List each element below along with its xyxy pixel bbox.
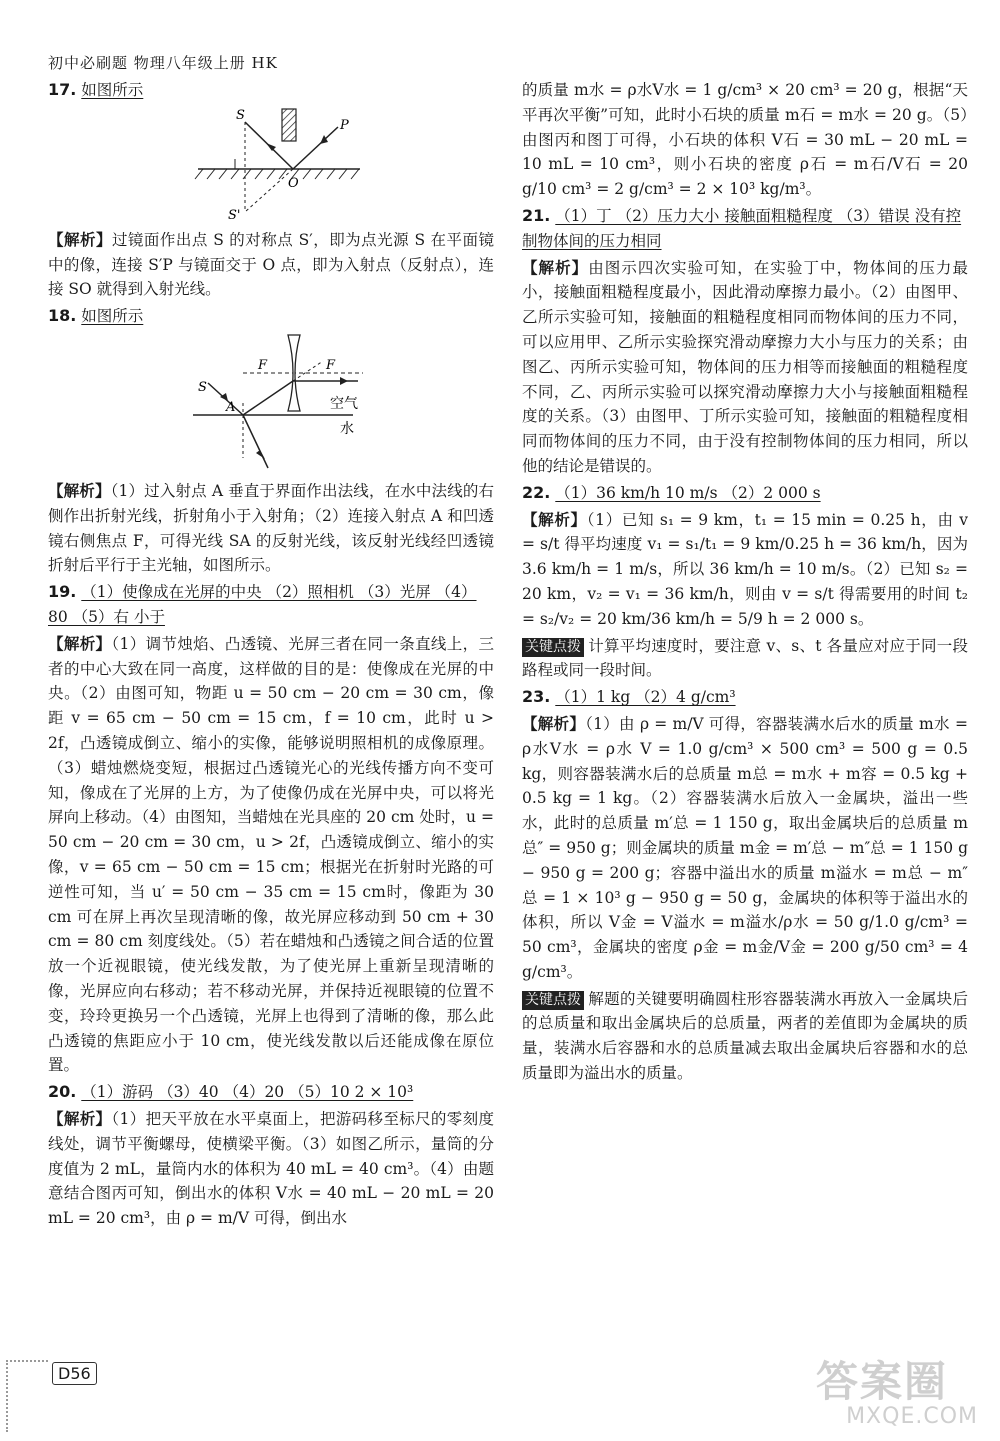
analysis-text: （1）已知 s₁ = 9 km，t₁ = 15 min = 0.25 h，由 v = s/t 得平均速度 v₁ = s₁/t₁ = 9 km/0.25 h = 36 km/h，因为 3.6 km/h = 1 m/s，所以 36 km/h = 10 m/s。（2）已知 s₂ = 20 km，v₂ = v₁ = 36 km/h，则由 v = s/t 得需要用的时间 t₂ = s₂/v₂ = 20 km/36 km/h = 5/9 h = 2 000 s。 [522,510,968,628]
label-air: 空气 [330,395,358,412]
page-number: D56 [52,1362,97,1385]
label-f-right: F [326,357,336,373]
question-number: 21. [522,205,551,225]
answer: （1）使像成在光屏的中央 （2）照相机 （3）光屏 （4）80 （5）右 小于 [48,583,477,626]
explanation-20 [48,1107,494,1231]
right-column [522,78,968,1088]
watermark [788,1349,978,1429]
page-header: 初中必刷题 物理八年级上册 HK [48,54,278,72]
analysis-text: （1）由 ρ = m/V 可得，容器装满水后水的质量 m水 = ρ水V水 = ρ水 V = 1.0 g/cm³ × 500 cm³ = 500 g = 0.5 kg，则容器装满水后的总质量 m总 = m水 + m容 = 0.5 kg + 0.5 kg = 1 kg。（2）容器装满水后放入一金属块，溢出一些水，此时的总质量 m′总 = 1 150 g，取出金属块后的总质量 m总″ = 950 g；则金属块的质量 m金 = m′总 − m″总 = 1 150 g − 950 g = 200 g；容器中溢出水的质量 m溢水 = m总 − m″总 = 1 × 10³ g − 950 g = 50 g，金属块的体积等于溢出水的体积，所以 V金 = V溢水 = m溢水/ρ水 = 50 g/1.0 g/cm³ = 50 cm³，金属块的密度 ρ金 = m金/V金 = 200 g/50 cm³ = 4 g/cm³。 [522,714,968,981]
analysis-tag: 【解析】 [522,258,589,277]
corner-decoration [6,1360,48,1432]
analysis-tag: 【解析】 [522,714,586,733]
explanation-21 [522,256,968,479]
question-number: 23. [522,687,551,707]
analysis-text: 由图示四次实验可知，在实验丁中，物体间的压力最小，接触面粗糙程度最小，因此滑动摩擦力最小。（2）由图甲、乙所示实验可知，接触面的粗糙程度相同而物体间的压力不同，可以应用甲、乙所示实验探究滑动摩擦力大小与压力的关系；由图乙、丙所示实验可知，物体间的压力相等而接触面的粗糙程度不同，乙、丙所示实验可以探究滑动摩擦力大小与接触面粗糙程度的关系。（3）由图甲、丁所示实验可知，接触面的粗糙程度相同而物体间的压力不同，由于没有控制物体间的压力相同，所以他的结论是错误的。 [522,258,968,475]
question-number: 19. [48,582,77,602]
question-number: 17. [48,80,77,99]
explanation-23 [522,712,968,985]
answer: （1）丁 （2）压力大小 接触面粗糙程度 （3）错误 没有控制物体间的压力相同 [522,206,962,250]
explanation-18 [48,479,494,578]
explanation-20-continued: 的质量 m水 = ρ水V水 = 1 g/cm³ × 20 cm³ = 20 g，根据“天平再次平衡”可知，此时小石块的质量 m石 = m水 = 20 g。（5）由图丙和图丁可得，小石块的体积 V石 = 30 mL − 20 mL = 10 mL = 10 cm³，则小石块的密度 ρ石 = m石/V石 = 20 g/10 cm³ = 2 g/cm³ = 2 × 10³ kg/m³。 [522,81,968,199]
refraction-lens-diagram [48,333,494,473]
watermark-url: MXQE.COM [846,1404,978,1429]
question-number: 22. [522,482,551,502]
key-point-text: 解题的关键要明确圆柱形容器装满水再放入一金属块后的总质量和取出金属块后的总质量，两者的差值即为金属块的质量，装满水后容器和水的总质量减去取出金属块后容器和水的总质量即为溢出水的质量。 [522,989,968,1083]
question-20 [48,1080,494,1105]
label-s: S [198,379,207,395]
answer: （1）36 km/h 10 m/s （2）2 000 s [555,483,821,502]
answer: （1）游码 （3）40 （4）20 （5）10 2 × 10³ [81,1083,414,1102]
explanation-19 [48,632,494,1078]
explanation-22 [522,508,968,632]
key-point-text: 计算平均速度时，要注意 v、s、t 各量应对应于同一段路程或同一段时间。 [522,636,968,680]
label-p: P [340,117,349,133]
analysis-text: 过镜面作出点 S 的对称点 S′，即为点光源 S 在平面镜中的像，连接 S′P 与镜面交于 O 点，即为入射点（反射点），连接 SO 就得到入射光线。 [48,230,494,299]
analysis-tag: 【解析】 [48,1109,112,1128]
label-water: 水 [340,420,354,437]
analysis-text: （1）把天平放在水平桌面上，把游码移至标尺的零刻度线处，调节平衡螺母，使横梁平衡。（3）如图乙所示，量筒的分度值为 2 mL，量筒内水的体积为 40 mL = 40 cm³。（4）由题意结合图丙可知，倒出水的体积 V水 = 40 mL − 20 mL = 20 mL = 20 cm³，由 ρ = m/V 可得，倒出水 [48,1109,494,1228]
question-number: 18. [48,306,77,326]
question-21 [522,204,968,254]
label-s: S [236,107,245,123]
question-18 [48,304,494,329]
mirror-reflection-diagram [48,107,494,222]
analysis-text: （1）调节烛焰、凸透镜、光屏三者在同一条直线上，三者的中心大致在同一高度，这样做的目的是：使像成在光屏的中央。（2）由图可知，物距 u = 50 cm − 20 cm = 30 cm，像距 v = 65 cm − 50 cm = 15 cm，f = 10 cm，此时 u > 2f，凸透镜成倒立、缩小的实像，能够说明照相机的成像原理。（3）蜡烛燃烧变短，根据过凸透镜光心的光线传播方向不变可知，像成在了光屏的上方，为了使像仍成在光屏中央，可以将光屏向上移动。（4）由图知，当蜡烛在光具座的 20 cm 处时，u = 50 cm − 20 cm = 30 cm，u > 2f，凸透镜成倒立、缩小的实像，v = 65 cm − 50 cm = 15 cm；根据光在折射时光路的可逆性可知，当 u′ = 50 cm − 35 cm = 15 cm时，像距为 30 cm 可在屏上再次呈现清晰的像，故光屏应移动到 50 cm + 30 cm = 80 cm 刻度线处。（5）若在蜡烛和凸透镜之间合适的位置放一个近视眼镜，使光线发散，为了使光屏上重新呈现清晰的像，光屏应向右移动；若不移动光屏，并保持近视眼镜的位置不变，玲玲更换另一个凸透镜，光屏上也得到了清晰的像，那么此凸透镜的焦距应小于 10 cm，使光线发散以后还能成像在原位置。 [48,634,494,1075]
label-f-left: F [258,357,268,373]
key-point-label: 关键点拨 [522,638,584,657]
left-column [48,78,494,1233]
explanation-17 [48,228,494,302]
analysis-text: （1）过入射点 A 垂直于界面作出法线，在水中法线的右侧作出折射光线，折射角小于入射角；（2）连接入射点 A 和凹透镜右侧焦点 F，可得光线 SA 的反射光线，该反射光线经凹透镜折射后平行于主光轴，如图所示。 [48,481,494,575]
analysis-tag: 【解析】 [48,481,111,500]
answer: 如图所示 [81,307,144,326]
question-22 [522,481,968,506]
answer: （1）1 kg （2）4 g/cm³ [555,688,736,707]
question-number: 20. [48,1082,77,1102]
analysis-tag: 【解析】 [48,230,112,249]
question-17 [48,78,494,103]
key-point-23 [522,987,968,1086]
analysis-tag: 【解析】 [48,634,112,653]
label-s-prime: S' [228,207,241,222]
key-point-label: 关键点拨 [522,991,584,1010]
answer: 如图所示 [81,81,144,99]
label-a: A [226,399,236,415]
question-19 [48,580,494,630]
analysis-tag: 【解析】 [522,510,587,529]
label-o: O [288,175,299,191]
key-point-22 [522,634,968,684]
question-23 [522,685,968,710]
watermark-logo-text: 答案圈 [815,1357,948,1406]
